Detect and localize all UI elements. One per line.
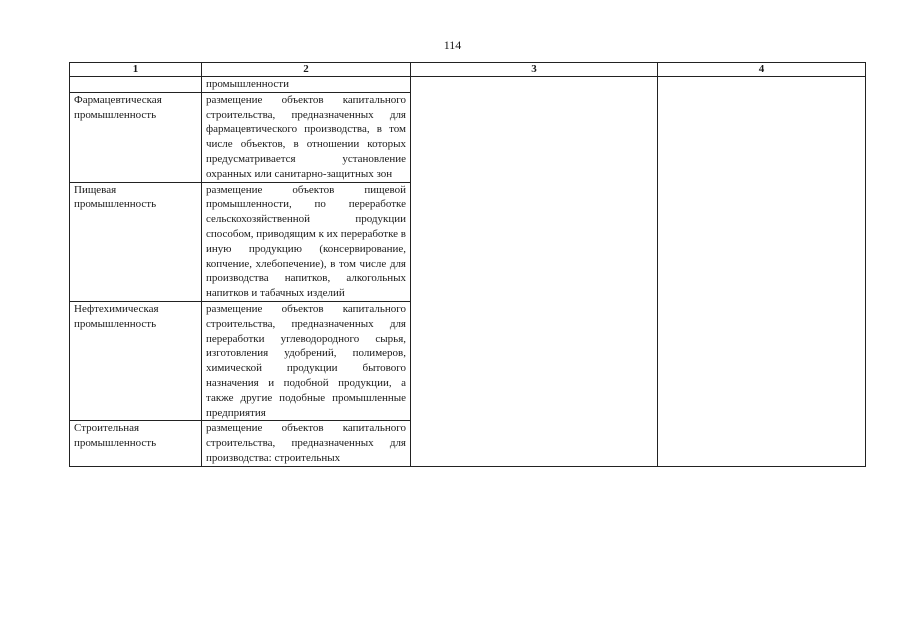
land-use-table [69,62,866,467]
column-header-1: 1 [70,63,202,77]
table-header-row [70,63,866,77]
column-header-4: 4 [658,63,866,77]
row-name-construction: Строительная промышленность [70,421,202,466]
row-name-pharmaceutical: Фармацевтическая промышленность [70,92,202,182]
column-4-cell [658,77,866,467]
column-header-3: 3 [411,63,658,77]
table-row-continuation [70,77,866,93]
row-name-petrochemical: Нефтехимическая промышленность [70,301,202,420]
row-name-food: Пищевая промышленность [70,182,202,301]
page-number: 114 [443,38,462,52]
row-name-cell [70,77,202,93]
row-description-construction: размещение объектов капитального строительства, предназначенных для производства: строительных [202,421,411,466]
continuation-description: промышленности [202,77,411,93]
row-description-petrochemical: размещение объектов капитального строительства, предназначенных для переработки углеводородного сырья, изготовления удобрений, полимеров, химической продукции бытового назначения и подобной продукции, а также другие подобные промышленные предприятия [202,301,411,420]
row-description-pharmaceutical: размещение объектов капитального строительства, предназначенных для фармацевтического производства, в том числе объектов, в отношении которых предусматривается установление охранных или санитарно-защитных зон [202,92,411,182]
row-description-food: размещение объектов пищевой промышленности, по переработке сельскохозяйственной продукции способом, приводящим к их переработке в иную продукцию (консервирование, копчение, хлебопечение), в том числе для производства напитков, алкогольных напитков и табачных изделий [202,182,411,301]
column-header-2: 2 [202,63,411,77]
column-3-cell [411,77,658,467]
